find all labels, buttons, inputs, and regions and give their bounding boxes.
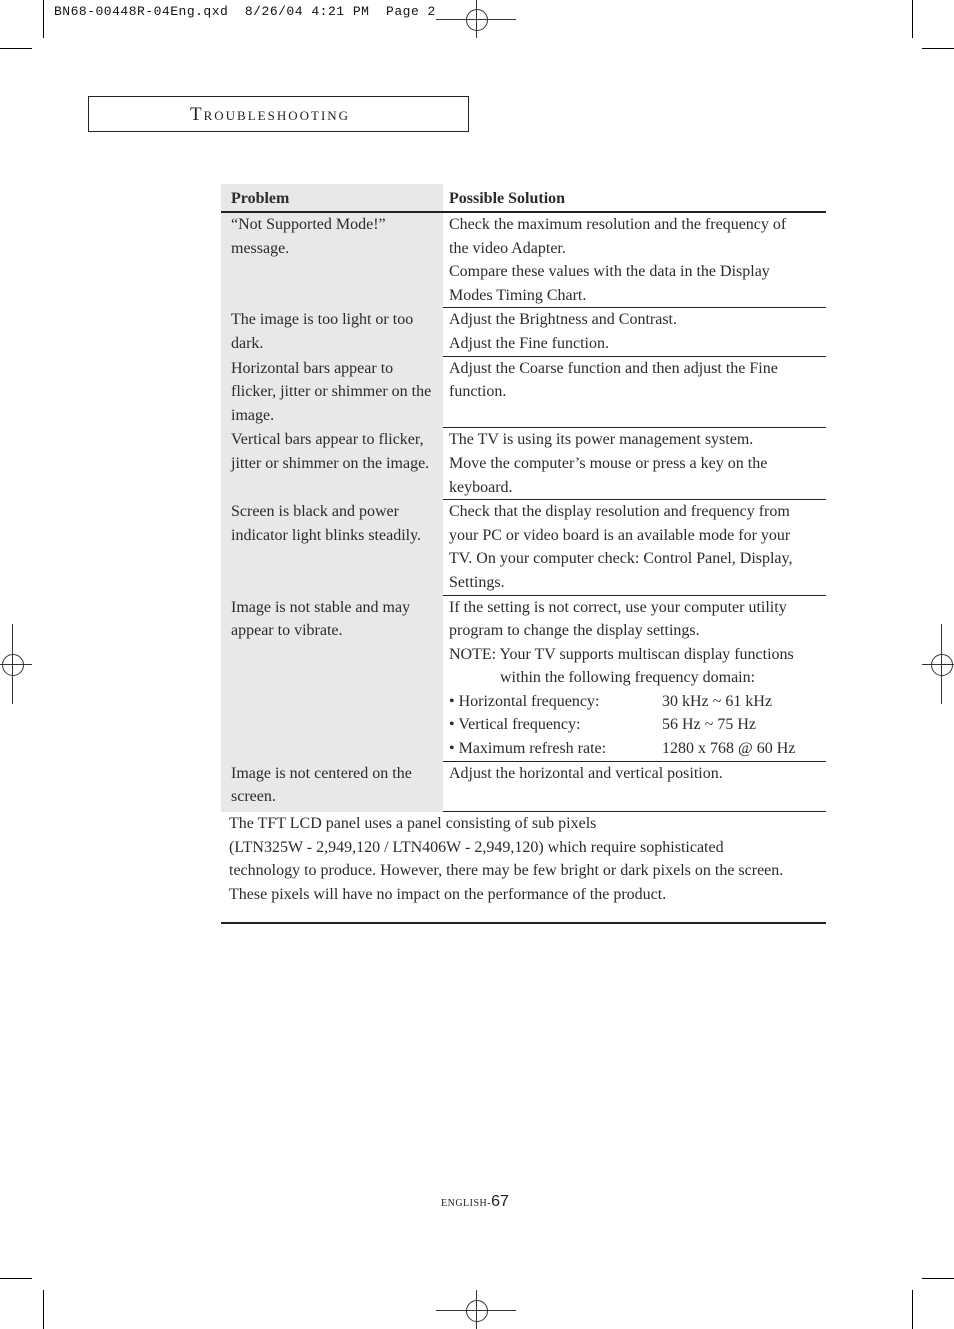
note-bottom-rule: [221, 922, 826, 924]
solution-cell: [443, 356, 826, 428]
problem-column-header: Problem: [221, 184, 443, 212]
table-row: [221, 761, 826, 811]
solution-cell: [443, 212, 826, 308]
problem-cell: [221, 595, 443, 761]
print-file-header: BN68-00448R-04Eng.qxd 8/26/04 4:21 PM Page 2: [54, 4, 436, 19]
solution-text: Modes Timing Chart.: [449, 286, 587, 304]
crop-mark: [43, 0, 44, 38]
problem-text: jitter or shimmer on the image.: [231, 454, 430, 472]
table-row: [221, 595, 826, 761]
problem-cell: [221, 761, 443, 811]
solution-text: function.: [449, 383, 507, 401]
problem-text: Image is not stable and may: [231, 598, 411, 616]
solution-text: Move the computer’s mouse or press a key on the: [449, 454, 768, 472]
crop-mark: [0, 1278, 32, 1279]
solution-cell: [443, 595, 826, 761]
note-line: technology to produce. However, there may be few bright or dark pixels on the screen.: [229, 862, 784, 880]
table-row: [221, 500, 826, 595]
solution-text: Compare these values with the data in the Display: [449, 263, 770, 281]
solution-cell: [443, 308, 826, 356]
solution-text: Check the maximum resolution and the frequency of: [449, 216, 787, 233]
section-title-rest: ROUBLESHOOTING: [203, 108, 351, 123]
problem-text: The image is too light or too: [231, 311, 414, 329]
table-row: [221, 356, 826, 428]
solution-text: Check that the display resolution and frequency from: [449, 503, 790, 521]
solution-text: Settings.: [449, 573, 505, 591]
problem-text: dark.: [231, 334, 264, 352]
section-title: [88, 96, 469, 132]
solution-text: Adjust the Brightness and Contrast.: [449, 311, 677, 329]
crop-mark: [922, 1278, 954, 1279]
solution-cell: [443, 428, 826, 500]
table-row: [221, 308, 826, 356]
solution-text: If the setting is not correct, use your computer utility: [449, 598, 787, 616]
solution-text: Adjust the horizontal and vertical position.: [449, 764, 723, 782]
page-footer: [441, 1193, 509, 1211]
crop-mark: [0, 48, 32, 49]
problem-cell: [221, 212, 443, 308]
solution-cell: [443, 500, 826, 595]
crop-mark: [912, 1290, 913, 1329]
solution-text-indented: within the following frequency domain:: [500, 669, 756, 687]
table-header-row: [221, 184, 826, 212]
footer-language: ENGLISH-: [441, 1198, 492, 1209]
troubleshooting-table: [221, 184, 826, 812]
solution-text: NOTE: Your TV supports multiscan display functions: [449, 645, 794, 663]
spec-value: 56 Hz ~ 75 Hz: [662, 716, 756, 734]
solution-text: The TV is using its power management system.: [449, 431, 754, 449]
spec-label: • Horizontal frequency:: [449, 692, 600, 710]
solution-text: your PC or video board is an available mode for your: [449, 526, 791, 544]
spec-row: [449, 690, 822, 714]
problem-text: Image is not centered on the: [231, 764, 412, 782]
spec-row: [449, 713, 822, 737]
tft-lcd-note: [229, 812, 829, 906]
problem-cell: [221, 356, 443, 428]
solution-text: program to change the display settings.: [449, 622, 700, 640]
section-title-initial: T: [190, 104, 204, 125]
problem-text: Horizontal bars appear to: [231, 359, 394, 377]
problem-text: Vertical bars appear to flicker,: [231, 431, 424, 449]
problem-text: indicator light blinks steadily.: [231, 526, 422, 544]
spec-label: • Maximum refresh rate:: [449, 740, 607, 758]
problem-text: Screen is black and power: [231, 503, 399, 521]
spec-value: 1280 x 768 @ 60 Hz: [662, 740, 796, 758]
problem-text: screen.: [231, 788, 276, 806]
spec-row: [449, 737, 822, 761]
crop-mark: [43, 1290, 44, 1329]
solution-text: TV. On your computer check: Control Panel, Display,: [449, 550, 793, 568]
problem-text: “Not Supported Mode!”: [231, 216, 386, 233]
crop-mark: [922, 48, 954, 49]
solution-text: the video Adapter.: [449, 239, 566, 257]
note-line: These pixels will have no impact on the performance of the product.: [229, 885, 667, 903]
problem-cell: [221, 308, 443, 356]
spec-value: 30 kHz ~ 61 kHz: [662, 692, 772, 710]
solution-column-header: Possible Solution: [443, 184, 826, 212]
problem-cell: [221, 428, 443, 500]
problem-text: flicker, jitter or shimmer on the: [231, 383, 432, 401]
problem-text: message.: [231, 239, 290, 257]
solution-cell: [443, 761, 826, 811]
page-number: 67: [491, 1193, 509, 1210]
solution-text: Adjust the Fine function.: [449, 334, 609, 352]
table-row: [221, 428, 826, 500]
crop-mark: [912, 0, 913, 38]
solution-text: keyboard.: [449, 478, 513, 496]
problem-text: appear to vibrate.: [231, 622, 343, 640]
solution-text: Adjust the Coarse function and then adjust the Fine: [449, 359, 778, 377]
spec-label: • Vertical frequency:: [449, 716, 581, 734]
problem-cell: [221, 500, 443, 595]
note-line: (LTN325W - 2,949,120 / LTN406W - 2,949,120) which require sophisticated: [229, 838, 724, 856]
table-row: [221, 212, 826, 308]
problem-text: image.: [231, 406, 275, 424]
note-line: The TFT LCD panel uses a panel consisting of sub pixels: [229, 815, 597, 832]
